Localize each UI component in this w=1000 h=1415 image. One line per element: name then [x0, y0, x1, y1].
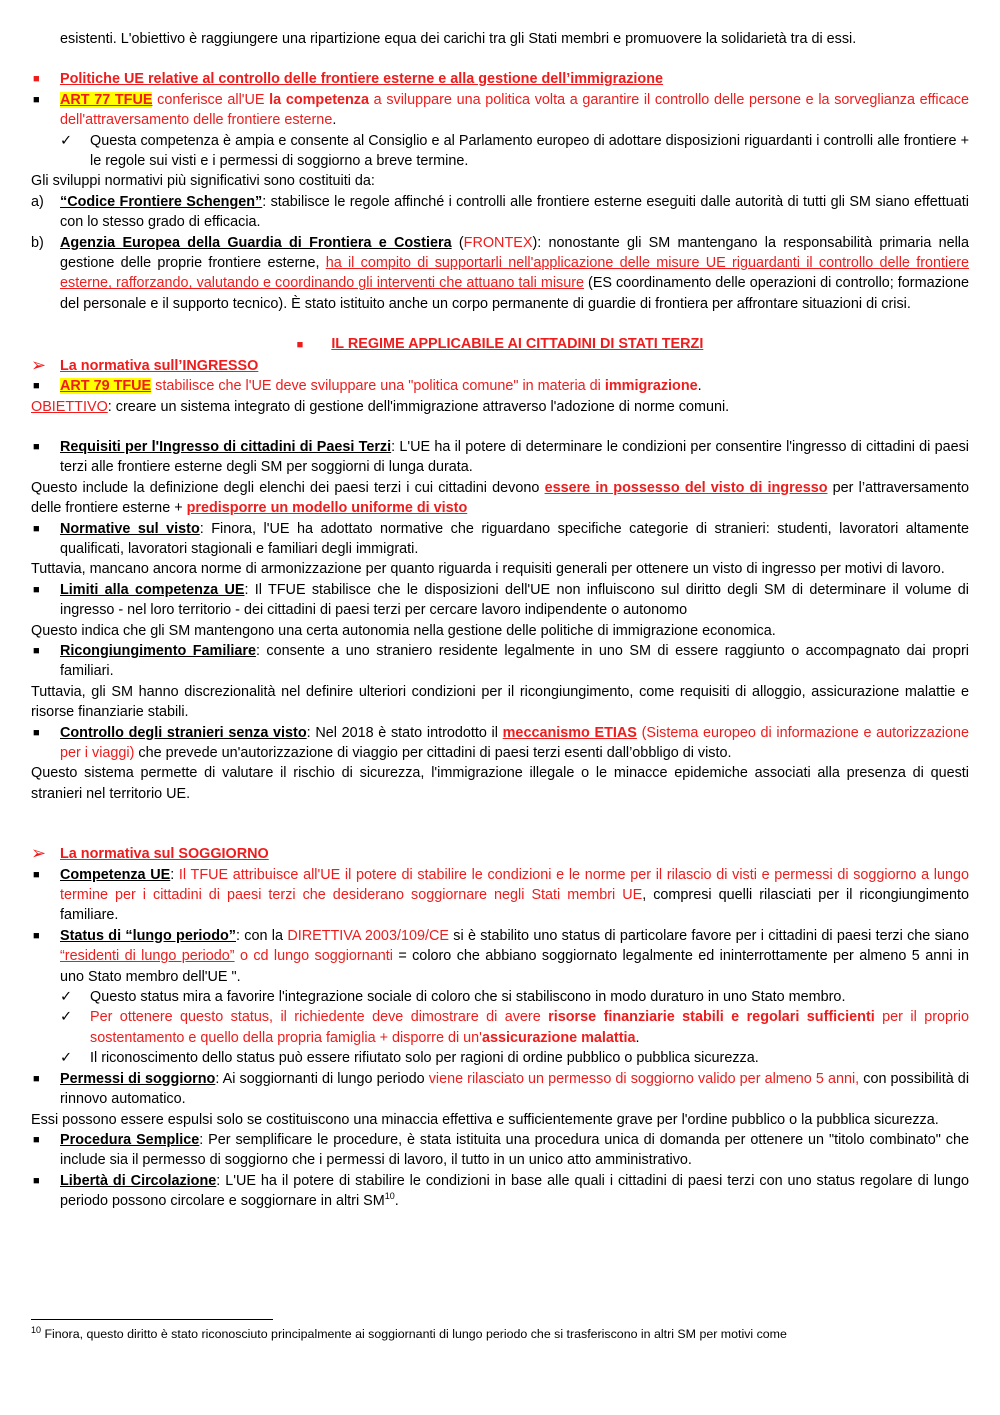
check-item: ✓ Questo status mira a favorire l'integrazione sociale di coloro che si stabiliscono in modo duraturo in uno Stato membro.	[31, 987, 969, 1007]
square-bullet-icon: ■	[33, 440, 40, 453]
liberta-item: ■ Libertà di Circolazione: L'UE ha il potere di stabilire le condizioni in base alle quali i cittadini di paesi terzi con uno status regolare di lungo periodo possono circolare e soggiornare in altri SM$^{10}$.	[33, 1172, 969, 1210]
square-bullet-icon: ■	[33, 726, 40, 739]
sviluppi-paragraph: Gli sviluppi normativi più significativi sono costituiti da:	[31, 173, 375, 190]
checkmark-icon: ✓	[60, 1009, 73, 1026]
footnote-number: 10	[31, 1324, 42, 1335]
art77-item: ■ ART 77 TFUE conferisce all'UE la competenza a sviluppare una politica volta a garantire il controllo delle persone e la sorveglianza efficace dell'attraversamento delle frontiere esterne.	[33, 91, 969, 129]
check-item: ✓ Questa competenza è ampia e consente al Consiglio e al Parlamento europeo di adottare disposizioni riguardanti i controlli alle frontiere + le regole sui visti e i permessi di soggiorno a breve termine.	[60, 132, 969, 170]
regime-heading: ■ IL REGIME APPLICABILE AI CITTADINI DI STATI TERZI	[296, 336, 704, 353]
requisiti-paragraph: Questo include la definizione degli elenchi dei paesi terzi i cui cittadini devono essere in possesso del visto di ingresso per l’attraversamento delle frontiere esterne + predisporre un modello uniforme di visto	[31, 479, 970, 517]
obiettivo-paragraph: OBIETTIVO: creare un sistema integrato di gestione dell'immigrazione attraverso l'adozione di norme comuni.	[31, 398, 730, 415]
check-item: ✓ Per ottenere questo status, il richiedente deve dimostrare di avere risorse finanziarie stabili e regolari sufficienti per il proprio sostentamento e quello della propria famiglia + disporre di un'assicurazione malattia.	[60, 1009, 969, 1046]
square-bullet-icon: ■	[296, 339, 304, 352]
arrow-bullet-icon: ➢	[31, 354, 47, 375]
checkmark-icon: ✓	[60, 1050, 73, 1067]
list-item-a: a) “Codice Frontiere Schengen”: stabilisce le regole affinché i controlli alle frontiere esterne eseguiti dalle autorità di tutti gli SM siano effettuati con lo stesso grado di efficacia.	[31, 193, 969, 231]
requisiti-item: ■ Requisiti per l'Ingresso di cittadini di Paesi Terzi: L'UE ha il potere di determinare le condizioni per consentire l'ingresso di cittadini di paesi terzi alle frontiere esterne degli SM per soggiorni di lunga durata.	[33, 438, 970, 476]
square-bullet-icon: ■	[33, 1133, 40, 1146]
limiti-paragraph: Questo indica che gli SM mantengono una certa autonomia nella gestione delle politiche di immigrazione economica.	[31, 622, 776, 639]
checkmark-icon: ✓	[60, 989, 73, 1006]
ricongiungimento-paragraph: Tuttavia, gli SM hanno discrezionalità nel definire ulteriori condizioni per il ricongiungimento, come requisiti di alloggio, assicurazione malattie e risorse finanziarie stabili.	[31, 683, 969, 721]
ricongiungimento-item: ■ Ricongiungimento Familiare: consente a uno straniero residente legalmente in uno SM di essere raggiunto o accompagnato dai propri familiari.	[33, 642, 970, 680]
square-bullet-icon: ■	[33, 93, 40, 106]
square-bullet-icon: ■	[33, 644, 40, 657]
square-bullet-icon: ■	[33, 583, 40, 596]
controllo-paragraph: Questo sistema permette di valutare il rischio di sicurezza, l'immigrazione illegale o le minacce epidemiche associati alla presenza di questi stranieri nel territorio UE.	[31, 765, 969, 802]
arrow-bullet-icon: ➢	[31, 843, 47, 864]
intro-paragraph: esistenti. L'obiettivo è raggiungere una ripartizione equa dei carichi tra gli Stati membri e promuovere la solidarietà tra di essi.	[60, 31, 857, 47]
square-bullet-icon: ■	[33, 1174, 40, 1187]
competenza-item: ■ Competenza UE: Il TFUE attribuisce all'UE il potere di stabilire le condizioni e le norme per il rilascio di visti e permessi di soggiorno a lungo termine per i cittadini di paesi terzi che desiderano soggiornare negli Stati membri UE, compresi quelli rilasciati per il ricongiungimento familiare.	[33, 866, 970, 924]
square-bullet-icon: ■	[33, 380, 40, 393]
square-bullet-icon: ■	[33, 929, 40, 942]
controllo-item: ■ Controllo degli stranieri senza visto: Nel 2018 è stato introdotto il meccanismo ETIAS (Sistema europeo di informazione e autorizzazione per i viaggi) che prevede un'autorizzazione di viaggio per cittadini di paesi terzi esenti dall’obbligo di visto.	[33, 724, 969, 761]
square-bullet-icon: ■	[33, 1072, 40, 1085]
procedura-item: ■ Procedura Semplice: Per semplificare le procedure, è stata istituita una procedura unica di domanda per ottenere un "titolo combinato" che include sia il permesso di soggiorno che i permessi di lavoro, il tutto in un unico atto amministrativo.	[33, 1131, 969, 1169]
visto-item: ■ Normative sul visto: Finora, l'UE ha adottato normative che riguardano specifiche categorie di stranieri: studenti, lavoratori altamente qualificati, lavoratori stagionali e familiari degli immigrati.	[33, 520, 970, 557]
square-bullet-icon: ■	[33, 73, 40, 86]
list-item-b: b) Agenzia Europea della Guardia di Frontiera e Costiera (FRONTEX): nonostante gli SM mantengano la responsabilità primaria nella gestione delle proprie frontiere esterne, ha il compito di supportarli nell'applicazione delle misure UE riguardanti il controllo delle frontiere esterne, rafforzando, valutando e coordinando gli interventi che attuano tali misure (ES coordinamento delle operazioni di controllo; formazione del personale e il supporto tecnico). È stato istituito anche un corpo permanente di guardie di frontiera per affrontare situazioni di crisi.	[31, 234, 970, 312]
status-item: ■ Status di “lungo periodo”: con la DIRETTIVA 2003/109/CE si è stabilito uno status di particolare favore per i cittadini di paesi terzi che siano “residenti di lungo periodo” o cd lungo soggiornanti = coloro che abbiano soggiornato legalmente ed ininterrottamente per almeno 5 anni in uno Stato membro dell'UE ".	[33, 927, 969, 985]
footnote-ref[interactable]: 10	[384, 1191, 395, 1202]
art79-label: ART 79 TFUE	[60, 378, 152, 395]
visto-paragraph: Tuttavia, mancano ancora norme di armonizzazione per quanto riguarda i requisiti generali per ottenere un visto di ingresso per motivi di lavoro.	[31, 561, 945, 578]
square-bullet-icon: ■	[33, 868, 40, 881]
limiti-item: ■ Limiti alla competenza UE: Il TFUE stabilisce che le disposizioni dell'UE non influiscono sul diritto degli SM di determinare il volume di ingresso - nel loro territorio - dei cittadini di paesi terzi per cercare lavoro indipendente o autonomo	[33, 581, 969, 619]
permessi-paragraph: Essi possono essere espulsi solo se costituiscono una minaccia effettiva e sufficientemente grave per l'ordine pubblico o la pubblica sicurezza.	[31, 1111, 939, 1128]
permessi-item: ■ Permessi di soggiorno: Ai soggiornanti di lungo periodo viene rilasciato un permesso di soggiorno valido per almeno 5 anni, con possibilità di rinnovo automatico.	[33, 1070, 970, 1108]
check-item: ✓ Il riconoscimento dello status può essere rifiutato solo per ragioni di ordine pubblico o pubblica sicurezza.	[31, 1048, 969, 1068]
art79-item: ■ ART 79 TFUE stabilisce che l'UE deve sviluppare una "politica comune" in materia di immigrazione.	[31, 376, 969, 396]
footnote-separator	[31, 1319, 273, 1320]
square-bullet-icon: ■	[33, 522, 40, 535]
heading-frontiere: ■ Politiche UE relative al controllo delle frontiere esterne e alla gestione dell’immigrazione	[31, 69, 969, 89]
ingresso-heading: ➢ La normativa sull’INGRESSO	[31, 354, 259, 375]
document-page	[31, 29, 969, 1212]
soggiorno-heading: ➢ La normativa sul SOGGIORNO	[31, 843, 269, 864]
art77-label: ART 77 TFUE	[60, 91, 153, 108]
checkmark-icon: ✓	[60, 132, 73, 149]
footnote: $^{10}$ Finora, questo diritto è stato riconosciuto principalmente ai soggiornanti di lungo periodo che si trasferiscono in altri SM per motivi come	[31, 1324, 787, 1341]
